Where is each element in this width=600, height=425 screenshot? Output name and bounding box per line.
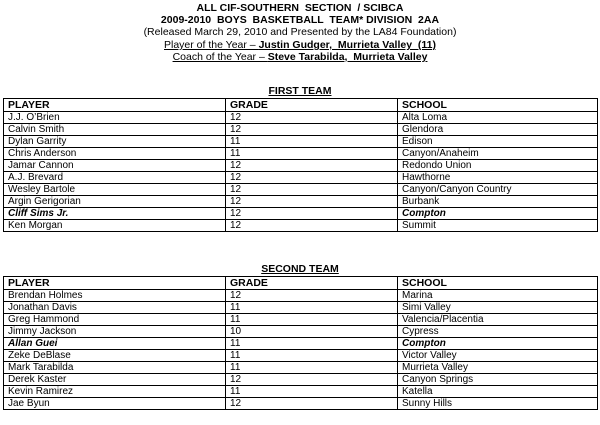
table-header-row: [4, 99, 598, 112]
school-cell: Canyon/Canyon Country: [398, 184, 598, 196]
school-cell: Summit: [398, 220, 598, 232]
school-cell: Burbank: [398, 196, 598, 208]
grade-header: GRADE: [226, 277, 398, 290]
school-cell: Canyon Springs: [398, 374, 598, 386]
school-cell: Sunny Hills: [398, 398, 598, 410]
grade-cell: 12: [226, 208, 398, 220]
table-row: [4, 326, 598, 338]
school-cell: Simi Valley: [398, 302, 598, 314]
player-cell: Jimmy Jackson: [4, 326, 226, 338]
school-cell: Redondo Union: [398, 160, 598, 172]
first-team-table: [3, 98, 598, 232]
table-row: [4, 136, 598, 148]
table-row: [4, 220, 598, 232]
school-header: SCHOOL: [398, 99, 598, 112]
table-row: [4, 290, 598, 302]
school-cell: Murrieta Valley: [398, 362, 598, 374]
table-row: [4, 112, 598, 124]
table-row: [4, 160, 598, 172]
grade-cell: 10: [226, 326, 398, 338]
player-cell: Derek Kaster: [4, 374, 226, 386]
grade-cell: 12: [226, 374, 398, 386]
player-cell: Dylan Garrity: [4, 136, 226, 148]
grade-cell: 12: [226, 172, 398, 184]
table-row: [4, 398, 598, 410]
table-row: [4, 314, 598, 326]
grade-cell: 11: [226, 314, 398, 326]
grade-cell: 11: [226, 362, 398, 374]
coy-label: Coach of the Year –: [172, 51, 268, 63]
grade-cell: 12: [226, 196, 398, 208]
player-cell: A.J. Brevard: [4, 172, 226, 184]
school-cell: Valencia/Placentia: [398, 314, 598, 326]
player-cell: Calvin Smith: [4, 124, 226, 136]
table-row: [4, 374, 598, 386]
player-header: PLAYER: [4, 99, 226, 112]
table-row: [4, 338, 598, 350]
player-cell: Jamar Cannon: [4, 160, 226, 172]
player-cell: Cliff Sims Jr.: [4, 208, 226, 220]
grade-header: GRADE: [226, 99, 398, 112]
player-cell: Zeke DeBlase: [4, 350, 226, 362]
player-cell: Mark Tarabilda: [4, 362, 226, 374]
grade-cell: 11: [226, 350, 398, 362]
table-row: [4, 208, 598, 220]
header-line1: ALL CIF-SOUTHERN SECTION / SCIBCA: [196, 2, 404, 14]
table-header-row: [4, 277, 598, 290]
coach-of-year: [0, 51, 600, 63]
school-header: SCHOOL: [398, 277, 598, 290]
grade-cell: 12: [226, 160, 398, 172]
table-row: [4, 350, 598, 362]
player-cell: Jae Byun: [4, 398, 226, 410]
player-header: PLAYER: [4, 277, 226, 290]
player-cell: Kevin Ramirez: [4, 386, 226, 398]
table-row: [4, 362, 598, 374]
school-cell: Katella: [398, 386, 598, 398]
table-row: [4, 124, 598, 136]
poy-label: Player of the Year –: [164, 39, 259, 51]
school-cell: Marina: [398, 290, 598, 302]
table-row: [4, 302, 598, 314]
school-cell: Victor Valley: [398, 350, 598, 362]
school-cell: Compton: [398, 338, 598, 350]
grade-cell: 11: [226, 338, 398, 350]
player-cell: Allan Guei: [4, 338, 226, 350]
second-team-title: SECOND TEAM: [261, 263, 339, 275]
player-cell: Wesley Bartole: [4, 184, 226, 196]
school-cell: Cypress: [398, 326, 598, 338]
player-cell: J.J. O’Brien: [4, 112, 226, 124]
table-row: [4, 196, 598, 208]
grade-cell: 12: [226, 184, 398, 196]
poy-value: Justin Gudger, Murrieta Valley (11): [258, 39, 436, 51]
player-cell: Ken Morgan: [4, 220, 226, 232]
player-cell: Brendan Holmes: [4, 290, 226, 302]
school-cell: Compton: [398, 208, 598, 220]
grade-cell: 12: [226, 112, 398, 124]
table-row: [4, 148, 598, 160]
grade-cell: 12: [226, 398, 398, 410]
table-row: [4, 172, 598, 184]
grade-cell: 11: [226, 386, 398, 398]
grade-cell: 11: [226, 148, 398, 160]
school-cell: Glendora: [398, 124, 598, 136]
grade-cell: 12: [226, 124, 398, 136]
school-cell: Alta Loma: [398, 112, 598, 124]
grade-cell: 12: [226, 290, 398, 302]
school-cell: Hawthorne: [398, 172, 598, 184]
table-row: [4, 386, 598, 398]
table-row: [4, 184, 598, 196]
header-line3: (Released March 29, 2010 and Presented by the LA84 Foundation): [143, 26, 457, 38]
school-cell: Canyon/Anaheim: [398, 148, 598, 160]
first-team-title: FIRST TEAM: [268, 85, 332, 97]
coy-value: Steve Tarabilda, Murrieta Valley: [267, 51, 428, 63]
player-cell: Greg Hammond: [4, 314, 226, 326]
grade-cell: 12: [226, 220, 398, 232]
player-cell: Chris Anderson: [4, 148, 226, 160]
player-cell: Jonathan Davis: [4, 302, 226, 314]
player-of-year: [0, 39, 600, 51]
school-cell: Edison: [398, 136, 598, 148]
grade-cell: 11: [226, 136, 398, 148]
header-line2: 2009-2010 BOYS BASKETBALL TEAM* DIVISION 2AA: [160, 14, 440, 26]
second-team-table: [3, 276, 598, 410]
grade-cell: 11: [226, 302, 398, 314]
player-cell: Argin Gerigorian: [4, 196, 226, 208]
